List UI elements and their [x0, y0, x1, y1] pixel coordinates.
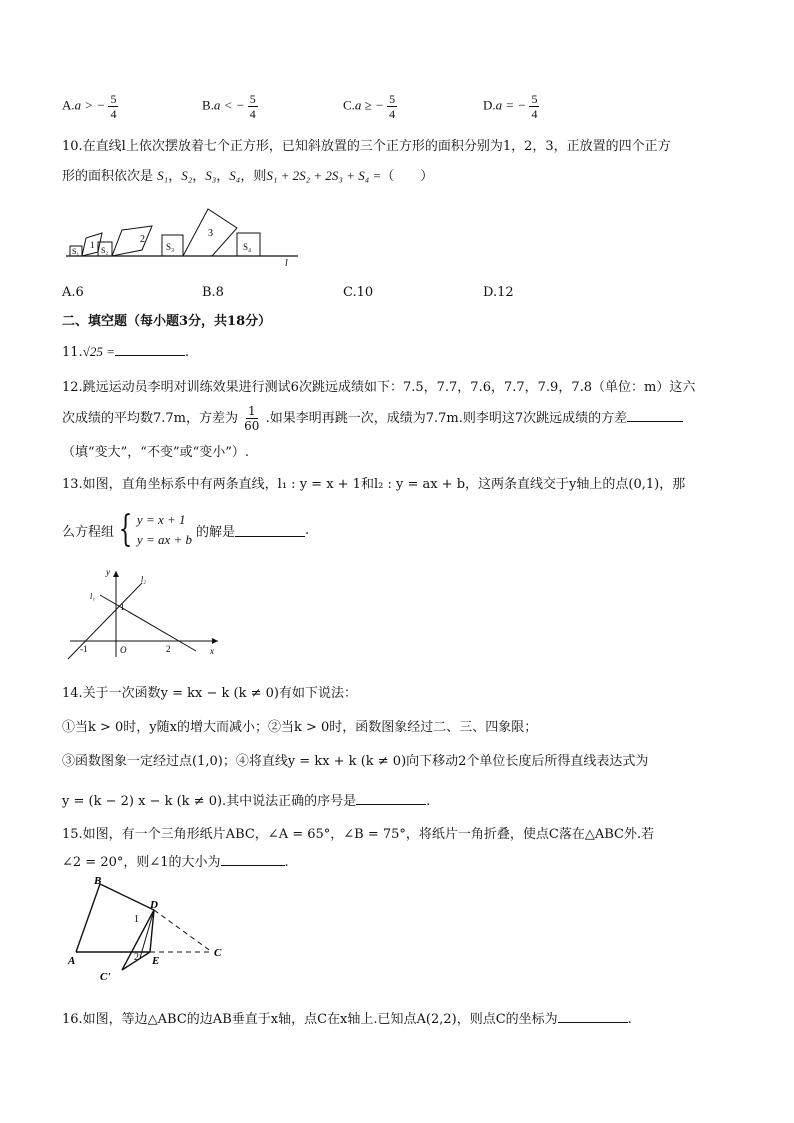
q14-line1: 14.关于一次函数y = kx − k (k ≠ 0)有如下说法： — [62, 686, 358, 701]
q14-line4: y = (k − 2) x − k (k ≠ 0).其中说法正确的序号是 . — [62, 794, 431, 809]
q10-squares-figure — [62, 200, 302, 266]
label-b: B — [94, 875, 102, 887]
q10-line1: 10.在直线l上依次摆放着七个正方形，已知斜放置的三个正方形的面积分别为1，2，3，正放置的四个正方 — [62, 139, 671, 154]
q13-line1: 13.如图，直角坐标系中有两条直线，l₁ : y = x + 1和l₂ : y = ax + b，这两条直线交于y轴上的点(0,1)，那 — [62, 477, 686, 492]
side-ab — [76, 884, 100, 952]
q9-option-a: A.a > − $\frac{5}{4}$ — [62, 92, 117, 121]
q13-answer-blank[interactable] — [235, 524, 305, 537]
label-1: 1 — [120, 602, 125, 612]
q10-option-d: D.12 — [483, 285, 514, 300]
label-s1: S₁ — [72, 247, 80, 256]
q13-coordinate-figure — [62, 565, 226, 661]
label-3: 3 — [208, 228, 213, 239]
q14-answer-blank[interactable] — [356, 792, 426, 805]
q10-option-a: A.6 — [62, 285, 84, 300]
q9-options — [62, 92, 582, 126]
q13-line2: 么方程组 { y = x + 1 y = ax + b 的解是 . — [62, 509, 310, 550]
q14-line3: ③函数图象一定经过点(1,0)；④将直线y = kx + k (k ≠ 0)向下移动2个单位长度后所得直线表达式为 — [62, 754, 649, 769]
label-neg1: -1 — [80, 644, 88, 654]
section-title: 二、填空题（每小题3分，共18分） — [62, 314, 272, 329]
q10-options — [62, 285, 582, 303]
q12-line2: 次成绩的平均数7.7m，方差为 $\frac{1}{60}$ .如果李明再跳一次，成绩为7.7m.则李明这7次跳远成绩的方差 — [62, 404, 683, 433]
label-2: 2 — [134, 952, 139, 963]
label-o: O — [120, 645, 127, 655]
label-s3: S₃ — [166, 242, 175, 252]
label-c: C — [214, 947, 222, 959]
label-2: 2 — [166, 644, 171, 654]
label-l2: l₂ — [141, 575, 147, 584]
label-e: E — [152, 955, 160, 967]
q12-line3: （填“变大”，“不变”或“变小”）. — [62, 445, 250, 460]
label-c-prime: C' — [100, 971, 111, 983]
line-l2 — [100, 595, 196, 651]
q15-answer-blank[interactable] — [221, 853, 285, 866]
q15-line1: 15.如图，有一个三角形纸片ABC，∠A = 65°，∠B = 75°，将纸片一角折叠，使点C落在△ABC外.若 — [62, 827, 655, 842]
q12-line1: 12.跳远运动员李明对训练效果进行测试6次跳远成绩如下：7.5，7.7，7.6，7.7，7.9，7.8（单位：m）这六 — [62, 380, 696, 395]
label-1: 1 — [134, 914, 139, 925]
dashed-dc — [154, 910, 212, 952]
side-bd — [100, 884, 154, 910]
label-l: l — [285, 258, 288, 266]
label-x: x — [210, 646, 214, 656]
q14-line2: ①当k > 0时，y随x的增大而减小；②当k > 0时，函数图象经过二、三、四象限； — [62, 720, 538, 735]
q10-option-c: C.10 — [343, 285, 374, 300]
q11-answer-blank[interactable] — [115, 343, 185, 356]
label-y: y — [106, 567, 110, 577]
q9-option-d: D.a = − $\frac{5}{4}$ — [483, 92, 538, 121]
square-2 — [112, 226, 152, 256]
q9-option-c: C.a ≥ − $\frac{5}{4}$ — [343, 92, 396, 121]
q12-answer-blank[interactable] — [627, 409, 683, 422]
q15-triangle-figure — [62, 872, 238, 984]
label-s2: S₂ — [101, 246, 109, 255]
q16-answer-blank[interactable] — [558, 1010, 628, 1023]
q11: 11.√25 = . — [62, 344, 189, 360]
label-2: 2 — [140, 234, 145, 245]
q15-line2: ∠2 = 20°，则∠1的大小为 . — [62, 855, 289, 870]
q10-option-b: B.8 — [202, 285, 224, 300]
q16: 16.如图，等边△ABC的边AB垂直于x轴，点C在x轴上.已知点A(2,2)，则点C的坐标为 . — [62, 1012, 632, 1027]
label-d: D — [150, 899, 158, 911]
q9-option-b: B.a < − $\frac{5}{4}$ — [202, 92, 256, 121]
label-l1: l₁ — [90, 592, 96, 601]
q10-line2: 形的面积依次是 S₁，S₂，S₃，S₄，则S₁ + 2S₂ + 2S₃ + S₄ =（ ） — [62, 168, 434, 184]
label-s4: S₄ — [243, 242, 252, 252]
label-a: A — [68, 955, 76, 967]
label-1: 1 — [90, 240, 95, 250]
